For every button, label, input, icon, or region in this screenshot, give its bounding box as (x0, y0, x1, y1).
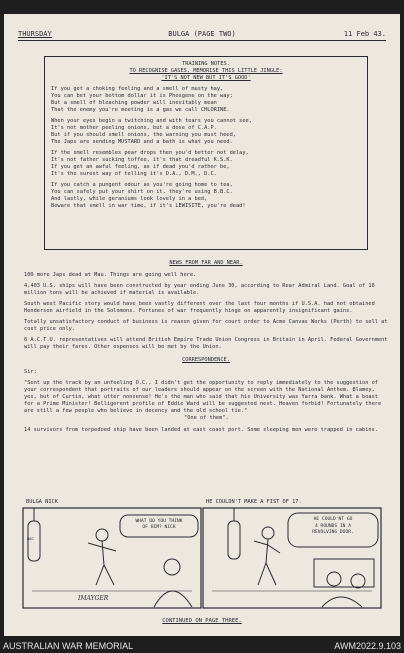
header-day: THURSDAY (18, 30, 52, 38)
correspondence-signature: "One of them". (184, 415, 229, 421)
survivors-item: 14 survivors from torpedoed ship have been landed at east coast port. Some sleeping men were trapped in cabins. (24, 427, 378, 433)
right-speech-line: 4 ROUNDS IN A (315, 523, 351, 529)
right-speech-line: HE COULD'NT GO (313, 517, 353, 522)
verse-line: If the smell resembles pear drops then you'd better not delay, (51, 150, 249, 156)
training-title: TRAINING NOTES. (182, 61, 230, 67)
newsletter-page (4, 14, 400, 636)
jingle-title: 'IT'S NOT NEW BUT IT'S GOOD' (161, 75, 251, 81)
cartoon-left-caption: BULGA NICK (26, 499, 58, 505)
verse-line: The Japs are sending MUSTARD and a bath is what you need. (51, 139, 233, 145)
page-header (18, 30, 386, 39)
news-item: 100 more Japs dead at Mau. Things are going well here. (24, 272, 197, 278)
verse-line: That the enemy you're meeting is a gas we call CHLORINE. (51, 107, 230, 113)
cartoonist-signature: IMAYGER (78, 595, 109, 602)
verse (51, 118, 361, 146)
verse (51, 86, 361, 114)
news-title: NEWS FROM FAR AND NEAR. (169, 260, 243, 266)
verse-line: You can bet your bottom dollar it is Phosgene on the way; (51, 93, 233, 99)
verse-line: If you catch a pungent odour as you're going home to tea, (51, 182, 233, 188)
verse-line: But a smell of bleaching powder will inevitably mean (51, 100, 217, 106)
archive-reference: AWM2022.9.103 (334, 641, 401, 651)
left-speech-line: OF HIM? NICK (142, 525, 176, 530)
right-speech-bubble (291, 517, 375, 537)
verse-line: It's not mother peeling onions, but a dose of C.A.P. (51, 125, 217, 131)
header-date: 11 Feb 43. (343, 30, 386, 38)
verse (51, 182, 361, 210)
cartoon-right-caption: HE COULDN'T MAKE A FIST OF 17. (206, 499, 302, 505)
news-item: South west Pacific story would have been vastly different over the last four months if U.S.A. had not obtained Henderson airfield in the Solomons. Fortunes of war frequently hinge on apparently insignificant gains. (24, 301, 375, 314)
verse-line: You can safely put your shirt on it, they're using B.B.C. (51, 189, 233, 195)
cartoon-illustration (22, 499, 382, 609)
verse-line: But if you should smell onions, the warning you must heed, (51, 132, 236, 138)
verse-line: If you get an awful feeling, as if dead you'd rather be, (51, 164, 230, 170)
right-speech-line: REVOLVING DOOR. (312, 530, 354, 535)
header-rule (18, 40, 386, 41)
archive-strip (0, 640, 404, 653)
training-subtitle: TO RECOGNISE GASES, MEMORISE THIS LITTLE JINGLE: (129, 68, 283, 74)
continued-note: CONTINUED ON PAGE THREE. (162, 618, 242, 624)
left-speech-bubble (123, 519, 195, 531)
verse-line: Beware that smell in war time, if it's LEWISITE, you're dead! (51, 203, 246, 209)
verse-line: It's not father sucking toffee, it's that dreadful K.S.K. (51, 157, 233, 163)
verse-line: And lastly, while geraniums look lovely in a bed, (51, 196, 208, 202)
archive-institution: AUSTRALIAN WAR MEMORIAL (3, 641, 134, 651)
verse (51, 150, 361, 178)
news-section (24, 260, 388, 434)
header-title: BULGA (PAGE TWO) (168, 30, 236, 38)
correspondence-title: CORRESPONDENCE. (182, 357, 230, 363)
correspondence-body: "Sent up the track by an unfeeling O.C., I didn't get the opportunity to reply immediately to the suggestion of your correspondent that portraits of our leaders should appear on the screen with the National Anthem. Blamey, yes, but of Curtin, what utter nonsense! He's the man who said that his University was Yarra bank. What a boast for a Prime Minister! Belligerent profile of Eddie Ward will be suggested next. Heaven forbid! Fortunately there are still a few people who believe in decency and the old school tie." (24, 380, 382, 414)
cartoon-strip (22, 499, 382, 609)
verse-line: It's the surest way of telling it's D.A., D.M., D.C. (51, 171, 217, 177)
correspondence-salutation: Sir: (24, 369, 37, 375)
verse-line: If you get a choking feeling and a smell of musty hay, (51, 86, 224, 92)
punching-bag-label: BAG (27, 537, 34, 541)
news-item: 4,403 U.S. ships will have been constructed by year ending June 30, according to Rear Admiral Land. Goal of 16 million tons will be achieved if material is available. (24, 283, 375, 296)
verse-line: When your eyes begin a twitching and with tears you cannot see, (51, 118, 252, 124)
left-speech-line: WHAT DO YOU THINK (135, 519, 183, 524)
training-notes-box (44, 56, 368, 250)
news-item: 6 A.C.T.U. representatives will attend British Empire Trade Union Congress in Britain in April. Federal Government will pay their fares. Other expenses will be met by the Union. (24, 337, 388, 350)
news-item: Totally unsatisfactory conduct of business is reason given for court order to Acme Canvas Works (Perth) to sell at cost price only. (24, 319, 388, 332)
